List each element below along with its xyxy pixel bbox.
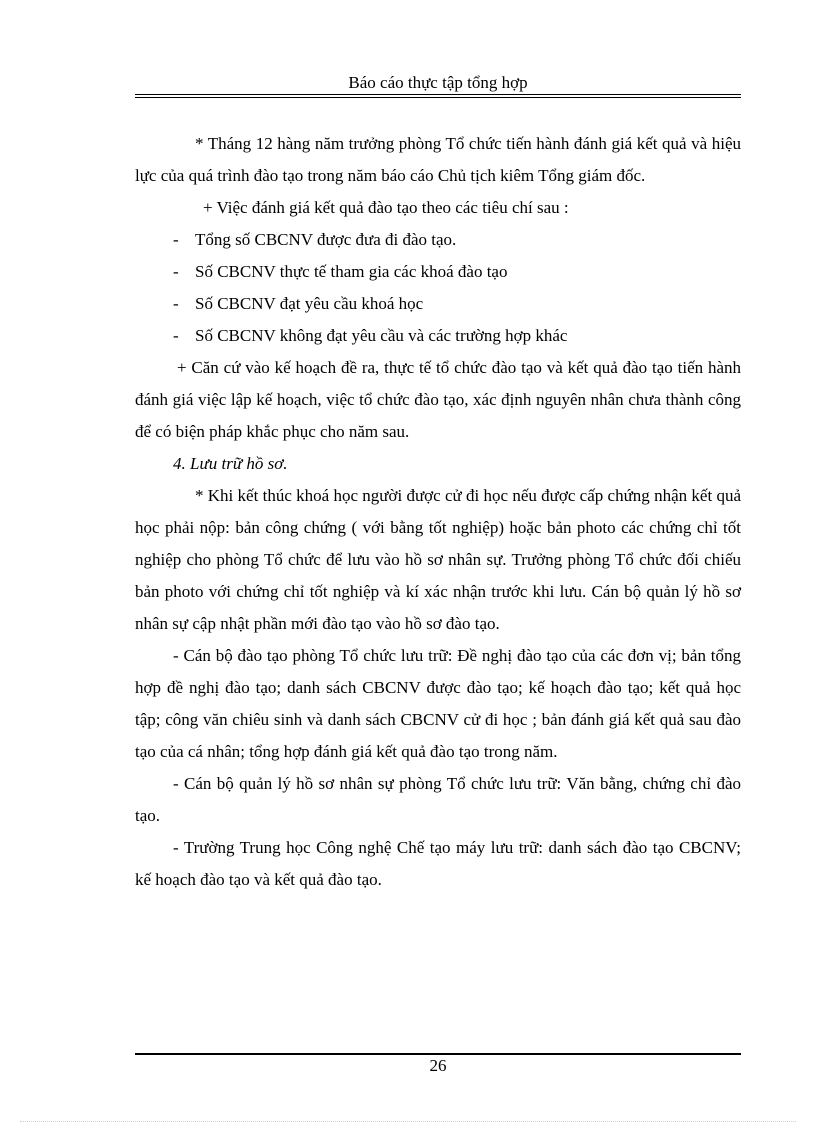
header-title: Báo cáo thực tập tổng hợp (348, 73, 528, 92)
footer-rule (135, 1053, 741, 1055)
page-number: 26 (429, 1056, 447, 1075)
paragraph-criteria-intro: + Việc đánh giá kết quả đào tạo theo các tiêu chí sau : (203, 198, 569, 217)
criterion-text: Số CBCNV đạt yêu cầu khoá học (195, 294, 424, 313)
dash-marker: - (173, 262, 179, 281)
header-rule-top (135, 94, 741, 95)
paragraph-evaluation-intro: * Tháng 12 hàng năm trưởng phòng Tổ chức tiến hành đánh giá kết quả và hiệu lực của quá trình đào tạo trong năm báo cáo Chủ tịch kiêm Tổng giám đốc. (135, 134, 741, 185)
dash-marker: - (173, 230, 179, 249)
dash-marker: - (173, 326, 179, 345)
paragraph-evaluation-basis: + Căn cứ vào kế hoạch đề ra, thực tế tổ chức đào tạo và kết quả đào tạo tiến hành đánh giá việc lập kế hoạch, việc tổ chức đào tạo, xác định nguyên nhân chưa thành công để có biện pháp khắc phục cho năm sau. (135, 358, 741, 441)
list-item-criterion (135, 288, 741, 320)
criterion-text: Số CBCNV không đạt yêu cầu và các trường hợp khác (195, 326, 568, 345)
page-edge-divider (20, 1121, 796, 1122)
paragraph-training-officer-storage: - Cán bộ đào tạo phòng Tổ chức lưu trữ: Đề nghị đào tạo của các đơn vị; bản tổng hợp đề nghị đào tạo; danh sách CBCNV được đào tạo; kế hoạch đào tạo; kết quả học tập; công văn chiêu sinh và danh sách CBCNV cử đi học ; bản đánh giá kết quả sau đào tạo của cá nhân; tổng hợp đánh giá kết quả đào tạo trong năm. (135, 646, 741, 761)
criterion-text: Tổng số CBCNV được đưa đi đào tạo. (195, 230, 457, 249)
paragraph-hr-records-storage: - Cán bộ quản lý hồ sơ nhân sự phòng Tổ chức lưu trữ: Văn bằng, chứng chỉ đào tạo. (135, 774, 741, 825)
paragraph-school-storage: - Trường Trung học Công nghệ Chế tạo máy lưu trữ: danh sách đào tạo CBCNV; kế hoạch đào tạo và kết quả đào tạo. (135, 838, 741, 889)
list-item-criterion (135, 320, 741, 352)
body-text (135, 128, 741, 896)
criterion-text: Số CBCNV thực tế tham gia các khoá đào tạo (195, 262, 508, 281)
dash-marker: - (173, 294, 179, 313)
paragraph-records-submission: * Khi kết thúc khoá học người được cử đi học nếu được cấp chứng nhận kết quả học phải nộp: bản công chứng ( với bằng tốt nghiệp) hoặc bản photo các chứng chỉ tốt nghiệp cho phòng Tổ chức để lưu vào hồ sơ nhân sự. Trưởng phòng Tổ chức đối chiếu bản photo với chứng chỉ tốt nghiệp và kí xác nhận trước khi lưu. Cán bộ quản lý hồ sơ nhân sự cập nhật phần mới đào tạo vào hồ sơ đào tạo. (135, 486, 741, 633)
list-item-criterion (135, 224, 741, 256)
section-heading-records: 4. Lưu trữ hồ sơ. (173, 454, 288, 473)
list-item-criterion (135, 256, 741, 288)
header-rule-bottom (135, 97, 741, 98)
